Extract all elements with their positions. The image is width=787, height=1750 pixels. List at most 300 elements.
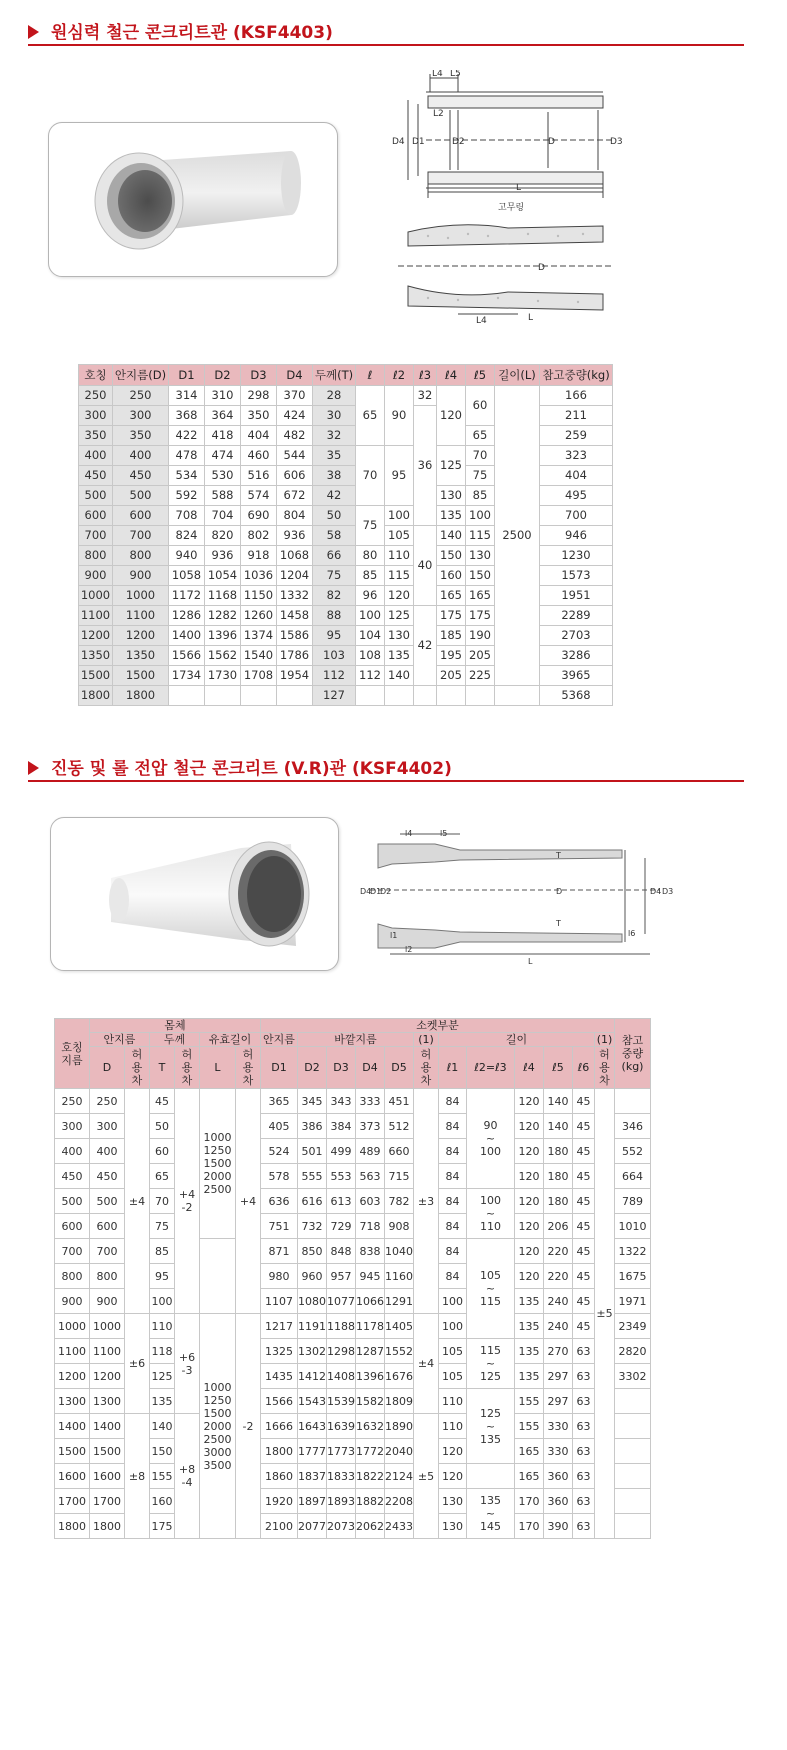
- table-cell: +4: [236, 1089, 261, 1314]
- table-cell: 478: [169, 446, 205, 466]
- table-cell: 936: [277, 526, 313, 546]
- table-cell: 600: [79, 506, 113, 526]
- table-cell: 3286: [540, 646, 613, 666]
- pipe-photo-1: [48, 122, 338, 277]
- table-cell: [414, 686, 437, 706]
- table-row: [79, 386, 613, 406]
- table-cell: 75: [466, 466, 495, 486]
- table-cell: 103: [313, 646, 356, 666]
- table-cell: [277, 686, 313, 706]
- table-cell: 115: [385, 566, 414, 586]
- table-cell: 782: [385, 1189, 414, 1214]
- table-cell: 166: [540, 386, 613, 406]
- table-cell: 1230: [540, 546, 613, 566]
- table-cell: 30: [313, 406, 356, 426]
- table-cell: 297: [544, 1389, 573, 1414]
- table-cell: 957: [327, 1264, 356, 1289]
- table-cell: 1809: [385, 1389, 414, 1414]
- table-cell: [495, 686, 540, 706]
- table-cell: 180: [544, 1189, 573, 1214]
- table-cell: 110: [385, 546, 414, 566]
- table-cell: 300: [113, 406, 169, 426]
- table-cell: 2077: [298, 1514, 327, 1539]
- table-cell: 1408: [327, 1364, 356, 1389]
- table-cell: 50: [150, 1114, 175, 1139]
- table-cell: 155: [150, 1464, 175, 1489]
- concrete-pipe-image: [49, 123, 337, 276]
- table-cell: 1539: [327, 1389, 356, 1414]
- table-cell: 100: [150, 1289, 175, 1314]
- label-d3: D3: [662, 887, 674, 896]
- table-cell: 1054: [205, 566, 241, 586]
- table-cell: 45: [573, 1239, 595, 1264]
- table-cell: 300: [55, 1114, 90, 1139]
- table-cell: 1540: [241, 646, 277, 666]
- table-cell: 1773: [327, 1439, 356, 1464]
- table-cell: (1): [414, 1033, 439, 1047]
- table-cell: 1000: [90, 1314, 125, 1339]
- table-cell: 175: [150, 1514, 175, 1539]
- table-cell: 165: [515, 1464, 544, 1489]
- table-cell: 140: [150, 1414, 175, 1439]
- table-cell: 1350: [79, 646, 113, 666]
- table-cell: 700: [55, 1239, 90, 1264]
- table-cell: 1107: [261, 1289, 298, 1314]
- table-cell: 1100: [113, 606, 169, 626]
- table-cell: 70: [150, 1189, 175, 1214]
- header-nominal: 호칭 지름: [55, 1019, 90, 1089]
- table-cell: 250: [55, 1089, 90, 1114]
- table-cell: 400: [90, 1139, 125, 1164]
- table-cell: 84: [439, 1189, 467, 1214]
- label-l-bottom: L: [528, 313, 534, 323]
- table-cell: 800: [90, 1264, 125, 1289]
- table-cell: 664: [615, 1164, 651, 1189]
- table-cell: 115 ~ 125: [467, 1339, 515, 1389]
- table-cell: +6 -3: [175, 1314, 200, 1414]
- table-cell: 418: [205, 426, 241, 446]
- table-cell: 175: [466, 606, 495, 626]
- table-cell: 250: [113, 386, 169, 406]
- table-cell: 1890: [385, 1414, 414, 1439]
- table-cell: 2124: [385, 1464, 414, 1489]
- table-cell: 918: [241, 546, 277, 566]
- table-cell: 1860: [261, 1464, 298, 1489]
- label-d2: D2: [452, 137, 465, 147]
- table-cell: 42: [414, 606, 437, 686]
- table-cell: 1920: [261, 1489, 298, 1514]
- label-d: D: [548, 137, 555, 147]
- table-cell: [205, 686, 241, 706]
- header-weight: 참고 중량 (kg): [615, 1019, 651, 1089]
- header-cell: 길이(L): [495, 365, 540, 386]
- table-cell: 800: [113, 546, 169, 566]
- table-cell: 1800: [261, 1439, 298, 1464]
- label-l4: l4: [405, 829, 413, 838]
- table-cell: 1734: [169, 666, 205, 686]
- table-cell: 820: [205, 526, 241, 546]
- table-cell: 32: [313, 426, 356, 446]
- label-l: L: [528, 957, 533, 966]
- subheader-cell: ℓ6: [573, 1047, 595, 1089]
- table-cell: 58: [313, 526, 356, 546]
- table-cell: 195: [437, 646, 466, 666]
- table-cell: 552: [615, 1139, 651, 1164]
- table-cell: 499: [327, 1139, 356, 1164]
- table-cell: [615, 1489, 651, 1514]
- table-row: [79, 686, 613, 706]
- table-cell: 안지름: [261, 1033, 298, 1047]
- table-cell: 211: [540, 406, 613, 426]
- vr-pipe-image: [51, 818, 338, 970]
- table-cell: 3965: [540, 666, 613, 686]
- table-cell: 1837: [298, 1464, 327, 1489]
- table-cell: 1100: [55, 1339, 90, 1364]
- table-cell: ±5: [595, 1089, 615, 1539]
- table-cell: 936: [205, 546, 241, 566]
- table-cell: 2040: [385, 1439, 414, 1464]
- table-cell: 120: [515, 1139, 544, 1164]
- table-cell: 2703: [540, 626, 613, 646]
- table-cell: 606: [277, 466, 313, 486]
- table-cell: 45: [573, 1264, 595, 1289]
- table-cell: 길이: [439, 1033, 595, 1047]
- table-cell: [615, 1439, 651, 1464]
- table-cell: 150: [437, 546, 466, 566]
- table-cell: 300: [79, 406, 113, 426]
- table-cell: 700: [113, 526, 169, 546]
- table-cell: 두께: [150, 1033, 200, 1047]
- table-cell: 732: [298, 1214, 327, 1239]
- table-cell: 2208: [385, 1489, 414, 1514]
- table-cell: 1500: [90, 1439, 125, 1464]
- subheader-cell: D3: [327, 1047, 356, 1089]
- table-cell: 345: [298, 1089, 327, 1114]
- table-cell: 240: [544, 1314, 573, 1339]
- table-cell: 63: [573, 1489, 595, 1514]
- table-cell: 1204: [277, 566, 313, 586]
- table-cell: 700: [90, 1239, 125, 1264]
- table-cell: 592: [169, 486, 205, 506]
- table-cell: 1077: [327, 1289, 356, 1314]
- table-cell: 850: [298, 1239, 327, 1264]
- subheader-cell: D5: [385, 1047, 414, 1089]
- table-cell: 690: [241, 506, 277, 526]
- table-cell: 45: [573, 1164, 595, 1189]
- table-cell: 1291: [385, 1289, 414, 1314]
- table-cell: 82: [313, 586, 356, 606]
- table-cell: 2820: [615, 1339, 651, 1364]
- table-cell: 1100: [79, 606, 113, 626]
- header-cell: ℓ3: [414, 365, 437, 386]
- table-cell: 45: [573, 1314, 595, 1339]
- table-cell: 170: [515, 1489, 544, 1514]
- table-cell: 45: [573, 1089, 595, 1114]
- table-cell: 451: [385, 1089, 414, 1114]
- subheader-cell: ℓ5: [544, 1047, 573, 1089]
- label-t-bottom: T: [556, 919, 561, 928]
- label-l: L: [516, 183, 522, 193]
- table-cell: 84: [439, 1114, 467, 1139]
- label-l4-bottom: L4: [476, 316, 487, 325]
- table-cell: 60: [150, 1139, 175, 1164]
- table-cell: 900: [90, 1289, 125, 1314]
- table-cell: 343: [327, 1089, 356, 1114]
- table-cell: 500: [90, 1189, 125, 1214]
- table-cell: 718: [356, 1214, 385, 1239]
- table-cell: 63: [573, 1339, 595, 1364]
- table-cell: 135: [515, 1364, 544, 1389]
- table-cell: 450: [55, 1164, 90, 1189]
- table-cell: 88: [313, 606, 356, 626]
- table-cell: 578: [261, 1164, 298, 1189]
- subheader-cell: ℓ2=ℓ3: [467, 1047, 515, 1089]
- table-cell: 135: [515, 1339, 544, 1364]
- table-cell: 1405: [385, 1314, 414, 1339]
- table-cell: 63: [573, 1389, 595, 1414]
- table-cell: 500: [55, 1189, 90, 1214]
- subheader-cell: 허 용 차: [595, 1047, 615, 1089]
- table-cell: 1217: [261, 1314, 298, 1339]
- table-cell: 495: [540, 486, 613, 506]
- table-cell: 900: [79, 566, 113, 586]
- table-cell: [615, 1089, 651, 1114]
- table-cell: 220: [544, 1264, 573, 1289]
- table-cell: 120: [515, 1189, 544, 1214]
- table-cell: 1200: [90, 1364, 125, 1389]
- subheader-cell: 허 용 차: [236, 1047, 261, 1089]
- header-cell: 안지름(D): [113, 365, 169, 386]
- table-cell: 1573: [540, 566, 613, 586]
- table-cell: 946: [540, 526, 613, 546]
- table-cell: 400: [113, 446, 169, 466]
- table-cell: 800: [79, 546, 113, 566]
- table-cell: 2349: [615, 1314, 651, 1339]
- table-cell: 1298: [327, 1339, 356, 1364]
- table-cell: 1951: [540, 586, 613, 606]
- table-cell: 1700: [55, 1489, 90, 1514]
- table-cell: 안지름: [90, 1033, 150, 1047]
- table-cell: 100: [466, 506, 495, 526]
- table-cell: 1000: [113, 586, 169, 606]
- table-cell: 1200: [113, 626, 169, 646]
- table-cell: 360: [544, 1464, 573, 1489]
- table-cell: 1786: [277, 646, 313, 666]
- pipe-diagram-2: [360, 828, 675, 968]
- table-cell: 120: [515, 1239, 544, 1264]
- table-cell: 95: [150, 1264, 175, 1289]
- table-cell: 789: [615, 1189, 651, 1214]
- table-cell: 489: [356, 1139, 385, 1164]
- table-cell: 105 ~ 115: [467, 1239, 515, 1339]
- table-cell: 1586: [277, 626, 313, 646]
- header-cell: ℓ5: [466, 365, 495, 386]
- table-cell: 2289: [540, 606, 613, 626]
- table-cell: 1300: [90, 1389, 125, 1414]
- table-cell: 84: [439, 1264, 467, 1289]
- table-cell: 1066: [356, 1289, 385, 1314]
- table-cell: 135 ~ 145: [467, 1489, 515, 1539]
- table-cell: 45: [573, 1114, 595, 1139]
- table-cell: 1178: [356, 1314, 385, 1339]
- table-cell: 바깥지름: [298, 1033, 414, 1047]
- table-cell: 474: [205, 446, 241, 466]
- table-cell: 450: [113, 466, 169, 486]
- table-cell: 140: [544, 1089, 573, 1114]
- section1-divider: [28, 44, 744, 46]
- table-cell: 160: [437, 566, 466, 586]
- pipe-diagram-1: [388, 70, 628, 325]
- table-cell: 460: [241, 446, 277, 466]
- subheader-cell: D1: [261, 1047, 298, 1089]
- table-cell: 120: [515, 1214, 544, 1239]
- table-cell: 1000: [55, 1314, 90, 1339]
- subheader-cell: 허 용 차: [175, 1047, 200, 1089]
- table-cell: 945: [356, 1264, 385, 1289]
- table-cell: 804: [277, 506, 313, 526]
- table-cell: 1566: [261, 1389, 298, 1414]
- table-cell: 1882: [356, 1489, 385, 1514]
- table-cell: 250: [79, 386, 113, 406]
- table-cell: 424: [277, 406, 313, 426]
- table-cell: 323: [540, 446, 613, 466]
- table-cell: 100: [439, 1314, 467, 1339]
- table-row: [55, 1314, 651, 1339]
- table-cell: 84: [439, 1164, 467, 1189]
- table-cell: 1160: [385, 1264, 414, 1289]
- label-rubber-ring: 고무링: [498, 203, 525, 213]
- table-cell: 365: [261, 1089, 298, 1114]
- table-cell: 848: [327, 1239, 356, 1264]
- table-cell: 63: [573, 1514, 595, 1539]
- table-cell: 105: [439, 1364, 467, 1389]
- table-cell: 120: [515, 1114, 544, 1139]
- table-cell: 110: [439, 1414, 467, 1439]
- table-cell: 1552: [385, 1339, 414, 1364]
- table-cell: 368: [169, 406, 205, 426]
- table-cell: 85: [150, 1239, 175, 1264]
- table-cell: 63: [573, 1439, 595, 1464]
- table-cell: 672: [277, 486, 313, 506]
- table-cell: 350: [113, 426, 169, 446]
- table-cell: 900: [113, 566, 169, 586]
- table-cell: 190: [466, 626, 495, 646]
- table-cell: 40: [414, 526, 437, 606]
- table-cell: 180: [544, 1139, 573, 1164]
- table-cell: 1412: [298, 1364, 327, 1389]
- table-cell: 1562: [205, 646, 241, 666]
- table-cell: 1396: [205, 626, 241, 646]
- table-cell: 유효길이: [200, 1033, 261, 1047]
- label-l1: l1: [390, 931, 398, 940]
- table-cell: 120: [515, 1164, 544, 1189]
- spec-table-2: [54, 1018, 651, 1539]
- table-cell: 516: [241, 466, 277, 486]
- header-cell: ℓ4: [437, 365, 466, 386]
- subheader-cell: ℓ1: [439, 1047, 467, 1089]
- table-cell: 1954: [277, 666, 313, 686]
- label-l4: L4: [432, 70, 443, 79]
- table-cell: 1800: [55, 1514, 90, 1539]
- table-cell: 165: [437, 586, 466, 606]
- subheader-cell: D: [90, 1047, 125, 1089]
- table-cell: 120: [439, 1439, 467, 1464]
- table-cell: 900: [55, 1289, 90, 1314]
- subheader-cell: T: [150, 1047, 175, 1089]
- table-cell: 1000 1250 1500 2000 2500: [200, 1089, 236, 1239]
- table-cell: 5368: [540, 686, 613, 706]
- table-cell: 708: [169, 506, 205, 526]
- table-cell: 588: [205, 486, 241, 506]
- table-cell: 2433: [385, 1514, 414, 1539]
- table-cell: 1010: [615, 1214, 651, 1239]
- table-cell: 1435: [261, 1364, 298, 1389]
- table-row: [55, 1414, 651, 1439]
- section2-divider: [28, 780, 744, 782]
- table-cell: 84: [439, 1214, 467, 1239]
- table-cell: 600: [90, 1214, 125, 1239]
- table-cell: 2100: [261, 1514, 298, 1539]
- table-cell: 1543: [298, 1389, 327, 1414]
- label-d4: D4: [360, 887, 372, 896]
- table-cell: [169, 686, 205, 706]
- table-cell: 1200: [79, 626, 113, 646]
- table-cell: 1400: [55, 1414, 90, 1439]
- table-cell: 155: [515, 1414, 544, 1439]
- table-cell: 45: [573, 1214, 595, 1239]
- table-cell: 115: [466, 526, 495, 546]
- table-cell: 330: [544, 1414, 573, 1439]
- table-cell: [356, 686, 385, 706]
- table-cell: 135: [150, 1389, 175, 1414]
- table-cell: 1800: [113, 686, 169, 706]
- table-cell: 135: [515, 1289, 544, 1314]
- table-cell: 120: [515, 1089, 544, 1114]
- header-body: 몸체: [90, 1019, 261, 1033]
- table-cell: 1500: [79, 666, 113, 686]
- table-cell: [615, 1514, 651, 1539]
- label-l2: l2: [405, 945, 413, 954]
- table-cell: 314: [169, 386, 205, 406]
- table-cell: 125: [385, 606, 414, 626]
- table-cell: 175: [437, 606, 466, 626]
- table-cell: 333: [356, 1089, 385, 1114]
- subheader-cell: D2: [298, 1047, 327, 1089]
- table-cell: 1188: [327, 1314, 356, 1339]
- table-cell: 1100: [90, 1339, 125, 1364]
- table-cell: 563: [356, 1164, 385, 1189]
- table-cell: 751: [261, 1214, 298, 1239]
- table-cell: 1666: [261, 1414, 298, 1439]
- triangle-bullet-icon: [28, 761, 39, 775]
- table-cell: 1396: [356, 1364, 385, 1389]
- table-cell: 1322: [615, 1239, 651, 1264]
- table-cell: 346: [615, 1114, 651, 1139]
- table-cell: 2500: [495, 386, 540, 686]
- table-cell: 110: [439, 1389, 467, 1414]
- table-cell: 65: [356, 386, 385, 446]
- table-cell: 1893: [327, 1489, 356, 1514]
- table-cell: 100: [385, 506, 414, 526]
- section2-title: 진동 및 롤 전압 철근 콘크리트 (V.R)관 (KSF4402): [28, 754, 452, 779]
- table-cell: [385, 686, 414, 706]
- table-cell: 373: [356, 1114, 385, 1139]
- table-cell: 130: [466, 546, 495, 566]
- table-cell: 1500: [113, 666, 169, 686]
- subheader-cell: L: [200, 1047, 236, 1089]
- spec-table-1: [78, 364, 613, 706]
- label-d: D: [556, 887, 563, 896]
